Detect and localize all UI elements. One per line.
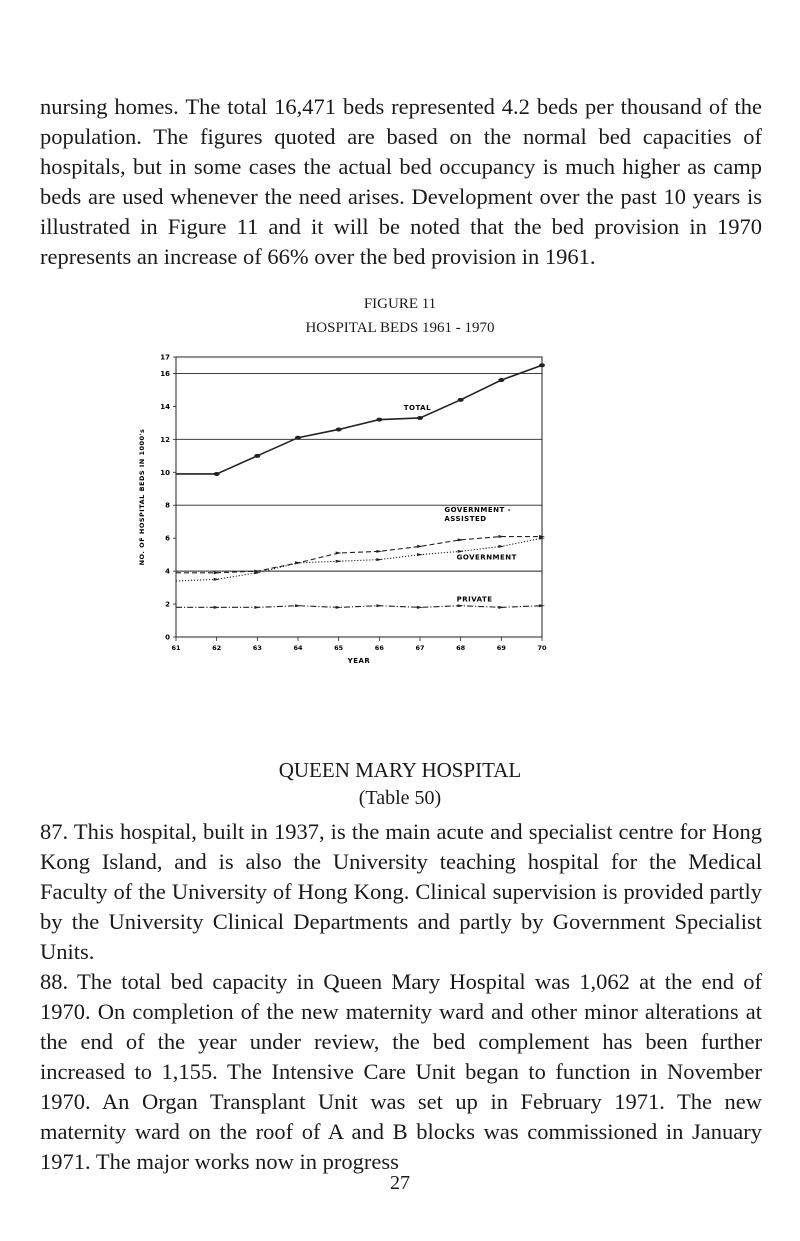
x-axis-title: YEAR: [347, 657, 371, 665]
x-tick-label: 65: [334, 644, 344, 652]
paragraph-87: 87. This hospital, built in 1937, is the main acute and specialist centre for Hong Kong Island, and is also the University teaching hospital for the Medical Faculty of the University of Hong Kong. Clinical supervision is provided partly by the University Clinical Departments and partly by Government Specialist Units.: [40, 819, 762, 964]
hospital-beds-chart: [130, 340, 570, 700]
y-tick-label: 4: [165, 567, 170, 576]
chart-series: [176, 363, 545, 609]
intro-paragraph: nursing homes. The total 16,471 beds represented 4.2 beds per thousand of the population. The figures quoted are based on the normal bed capacities of hospitals, but in some cases the actual bed occupancy is much higher as camp beds are used whenever the need arises. Development over the past 10 years is illustrated in Figure 11 and it will be noted that the bed provision in 1970 represents an increase of 66% over the bed provision in 1961.: [40, 94, 762, 269]
data-point: [254, 606, 260, 609]
y-axis-title: NO. OF HOSPITAL BEDS IN 1000's: [138, 428, 146, 566]
y-tick-label: 6: [165, 534, 170, 543]
section-heading: QUEEN MARY HOSPITAL: [278, 758, 522, 782]
series-label-government-assisted-line2: ASSISTED: [444, 515, 487, 524]
x-tick-label: 62: [212, 644, 222, 652]
figure-label: FIGURE 11: [363, 296, 437, 312]
series-label-private: PRIVATE: [456, 595, 493, 604]
data-point: [214, 571, 220, 574]
chart-labels: [138, 404, 517, 665]
chart-grid: [176, 373, 542, 571]
data-point: [214, 472, 220, 476]
data-point: [417, 416, 423, 420]
data-point: [458, 604, 464, 607]
y-tick-label: 14: [160, 402, 170, 411]
y-tick-label: 8: [165, 501, 170, 510]
data-point: [376, 418, 382, 422]
paragraph-88: 88. The total bed capacity in Queen Mary Hospital was 1,062 at the end of 1970. On completion of the new maternity ward and other minor alterations at the end of the year under review, the bed complement has been further increased to 1,155. The Intensive Care Unit began to function in November 1970. An Organ Transplant Unit was set up in February 1971. The new maternity ward on the roof of A and B blocks was commissioned in January 1971. The major works now in progress: [40, 969, 762, 1174]
series-label-government: GOVERNMENT: [456, 553, 517, 562]
data-point: [214, 578, 220, 581]
x-tick-label: 69: [496, 644, 506, 652]
data-point: [254, 454, 260, 458]
data-point: [458, 538, 464, 541]
series-label-total: TOTAL: [403, 403, 432, 412]
series-label-government-assisted-line1: GOVERNMENT -: [444, 506, 512, 515]
figure-title: HOSPITAL BEDS 1961 - 1970: [305, 320, 495, 336]
data-point: [295, 561, 301, 564]
data-point: [498, 378, 504, 382]
x-tick-label: 64: [293, 644, 303, 652]
y-tick-label: 12: [160, 435, 170, 444]
data-point: [336, 552, 342, 555]
x-tick-label: 66: [374, 644, 384, 652]
data-point: [539, 363, 545, 367]
x-tick-label: 68: [456, 644, 466, 652]
data-point: [458, 398, 464, 402]
y-tick-label: 0: [165, 633, 170, 642]
y-tick-label: 10: [160, 468, 170, 477]
x-tick-label: 70: [537, 644, 547, 652]
data-point: [336, 427, 342, 431]
data-point: [376, 558, 382, 561]
data-point: [336, 560, 342, 563]
page-number: 27: [390, 1172, 410, 1194]
data-point: [336, 606, 342, 609]
y-tick-label: 2: [165, 600, 170, 609]
section-subheading: (Table 50): [358, 787, 442, 809]
data-point: [498, 545, 504, 548]
data-point: [417, 606, 423, 609]
data-point: [498, 535, 504, 538]
x-tick-label: 67: [415, 644, 425, 652]
y-tick-label: 17: [160, 353, 170, 362]
series-line-total: [176, 365, 542, 474]
series-line-private: [176, 606, 542, 608]
data-point: [417, 553, 423, 556]
x-tick-label: 61: [171, 644, 181, 652]
data-point: [498, 606, 504, 609]
data-point: [417, 545, 423, 548]
data-point: [295, 436, 301, 440]
data-point: [214, 606, 220, 609]
data-point: [295, 604, 301, 607]
y-tick-label: 16: [160, 369, 170, 378]
data-point: [376, 550, 382, 553]
x-tick-label: 63: [252, 644, 262, 652]
data-point: [376, 604, 382, 607]
